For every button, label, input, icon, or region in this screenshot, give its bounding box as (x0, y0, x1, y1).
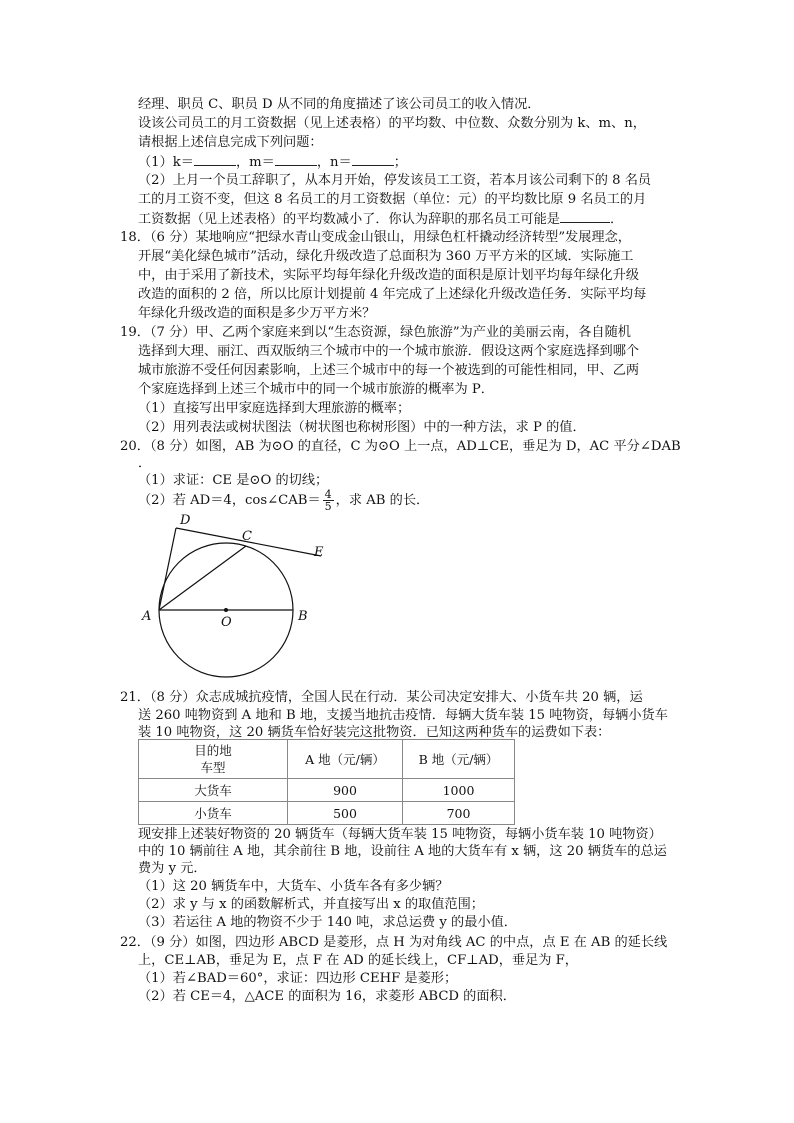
answer-blank-employee[interactable] (560, 210, 610, 223)
p22-question-2: （2）若 CE＝4，△ACE 的面积为 16，求菱形 ABCD 的面积． (138, 989, 516, 1004)
p22-question-1: （1）若∠BAD＝60°，求证：四边形 CEHF 是菱形； (138, 971, 458, 986)
intro-line-2: 设该公司员工的月工资数据（见上述表格）的平均数、中位数、众数分别为 k、m、n， (138, 116, 646, 131)
answer-blank-m[interactable] (275, 153, 317, 166)
intro-q2-line-2: 工的月工资不变，但这 8 名员工的月工资数据（单位：元）的平均数比原 9 名员工的月 (138, 192, 647, 207)
answer-blank-k[interactable] (194, 153, 236, 166)
cell-a: 500 (288, 802, 403, 825)
table-row (139, 802, 515, 825)
p18-line-1: 18．（6 分）某地响应“把绿水青山变成金山银山，用绿色杠杆撬动经济转型”发展理念， (120, 230, 631, 245)
p20-question-2 (138, 488, 429, 514)
header-col-b: B 地（元/辆） (403, 740, 515, 779)
label-c: C (242, 529, 252, 544)
p18-line-4: 改造的面积的 2 倍，所以比原计划提前 4 年完成了上述绿化升级改造任务．实际平均每 (138, 287, 647, 302)
header-col-a: A 地（元/辆） (288, 740, 403, 779)
label-a: A (142, 609, 152, 624)
q1-prefix: （1）k＝ (138, 155, 194, 170)
label-e: E (314, 545, 324, 560)
p22-line-1: 22．（9 分）如图，四边形 ABCD 是菱形，点 H 为对角线 AC 的中点，点 E 在 AB 的延长线 (120, 935, 668, 950)
p19-question-2: （2）用列表法或树状图法（树状图也称树形图）中的一种方法，求 P 的值． (138, 420, 586, 435)
cell-type: 大货车 (139, 779, 288, 802)
circle-tangent-figure (135, 512, 345, 684)
q1-end: ； (393, 155, 407, 170)
cell-b: 1000 (403, 779, 515, 802)
intro-q2-line-3 (138, 210, 623, 229)
intro-q2-line-1: （2）上月一个员工辞职了，从本月开始，停发该员工工资，若本月该公司剩下的 8 名员 (138, 173, 652, 188)
p19-line-4: 个家庭选择到上述三个城市中的同一个城市旅游的概率为 P． (138, 382, 494, 397)
answer-blank-n[interactable] (352, 153, 394, 166)
intro-line-3: 请根据上述信息完成下列问题： (138, 135, 323, 150)
p20-line-1: 20．（8 分）如图，AB 为⊙O 的直径，C 为⊙O 上一点，AD⊥CE，垂足为 D，AC 平分∠DAB (120, 439, 681, 454)
segment-ac (159, 546, 246, 610)
p21-line-4: 现安排上述装好物资的 20 辆货车（每辆大货车装 15 吨物资，每辆小货车装 10 吨物资） (138, 827, 662, 842)
intro-question-1 (138, 153, 407, 172)
p18-line-5: 年绿化升级改造的面积是多少万平方米？ (138, 306, 376, 321)
intro-line-1: 经理、职员 C、职员 D 从不同的角度描述了该公司员工的收入情况． (138, 97, 541, 112)
p19-line-3: 城市旅游不受任何因素影响，上述三个城市中的每一个被选到的可能性相同，甲、乙两 (138, 363, 640, 378)
p18-line-2: 开展“美化绿色城市”活动，绿化升级改造了总面积为 360 万平方米的区域．实际施工 (138, 249, 634, 264)
p21-line-6: 费为 y 元． (138, 861, 207, 876)
p18-line-3: 中，由于采用了新技术，实际平均每年绿化升级改造的面积是原计划平均每年绿化升级 (138, 268, 640, 283)
label-o: O (221, 615, 232, 630)
p21-question-3: （3）若运往 A 地的物资不少于 140 吨，求总运费 y 的最小值． (138, 915, 517, 930)
header-vehicle-type: 车型 (200, 760, 226, 775)
p21-line-2: 送 260 吨物资到 A 地和 B 地，支援当地抗击疫情．每辆大货车装 15 吨物资，每辆小货车 (138, 708, 668, 723)
cell-type: 小货车 (139, 802, 288, 825)
fraction-numerator: 4 (324, 488, 332, 501)
q1-m: ，m＝ (235, 155, 275, 170)
p19-line-2: 选择到大理、丽江、西双版纳三个城市中的一个城市旅游．假设这两个家庭选择到哪个 (138, 344, 640, 359)
p21-line-5: 中的 10 辆前往 A 地，其余前往 B 地，设前往 A 地的大货车有 x 辆，这 20 辆货车的总运 (138, 844, 667, 859)
p19-question-1: （1）直接写出甲家庭选择到大理旅游的概率； (138, 401, 411, 416)
q1-n: ，n＝ (316, 155, 352, 170)
p19-line-1: 19．（7 分）甲、乙两个家庭来到以“生态资源，绿色旅游”为产业的美丽云南，各自随机 (120, 325, 631, 340)
p21-line-1: 21．（8 分）众志成城抗疫情，全国人民在行动．某公司决定安排大、小货车共 20 辆，运 (120, 690, 643, 705)
q2-prefix: （2）若 AD＝4，cos∠CAB＝ (138, 493, 321, 508)
p21-line-3: 装 10 吨物资，这 20 辆货车恰好装完这批物资．已知这两种货车的运费如下表： (138, 725, 611, 740)
center-point-o (224, 608, 228, 612)
p21-question-2: （2）求 y 与 x 的函数解析式，并直接写出 x 的取值范围； (138, 897, 484, 912)
label-d: D (180, 513, 191, 528)
table-row (139, 779, 515, 802)
cell-a: 900 (288, 779, 403, 802)
header-destination: 目的地 (194, 743, 232, 758)
p21-question-1: （1）这 20 辆货车中，大货车、小货车各有多少辆？ (138, 879, 449, 894)
q2-end: ． (610, 212, 624, 227)
p20-question-1: （1）求证：CE 是⊙O 的切线； (138, 473, 329, 488)
label-b: B (298, 609, 308, 624)
fraction-four-fifths (323, 489, 334, 512)
freight-cost-table (138, 739, 515, 825)
q2-text: 工资数据（见上述表格）的平均数减小了．你认为辞职的那名员工可能是 (138, 212, 560, 227)
p20-line-2: ． (138, 456, 152, 471)
fraction-denominator: 5 (324, 500, 332, 513)
q2-suffix: ，求 AB 的长． (335, 493, 430, 508)
table-header-row (139, 740, 515, 779)
p22-line-2: 上，CE⊥AB，垂足为 E，点 F 在 AD 的延长线上，CF⊥AD，垂足为 F， (138, 953, 578, 968)
table-corner-cell (139, 740, 288, 779)
cell-b: 700 (403, 802, 515, 825)
